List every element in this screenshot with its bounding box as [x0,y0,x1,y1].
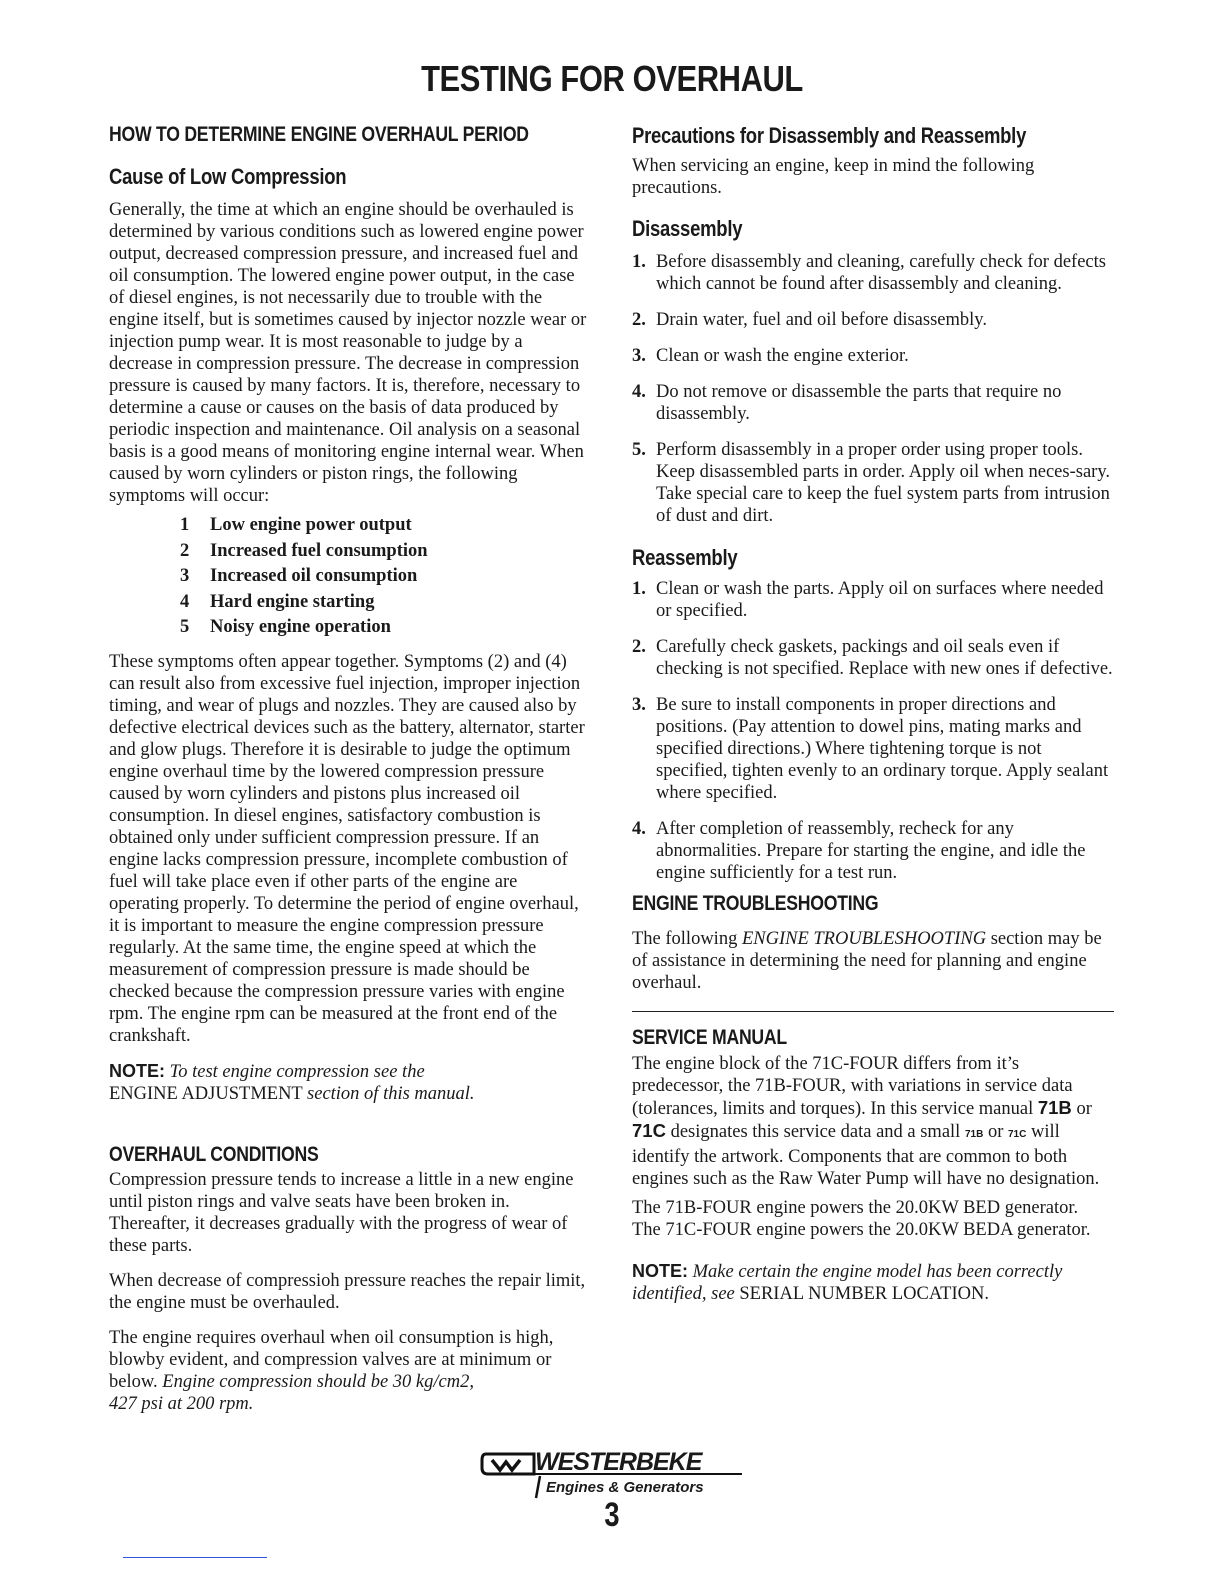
overhaul-conditions-heading: OVERHAUL CONDITIONS [109,1142,319,1166]
reassembly-list [632,578,1114,884]
list-item: 2. Drain water, fuel and oil before disassembly. [632,310,987,330]
intro-paragraph: Generally, the time at which an engine should be overhauled is determined by various conditions such as lowered engine power output, decreased compression pressure, and increased fuel and oil consumption. The lowered engine power output, in the case of diesel engines, is not necessarily due to trouble with the engine itself, but is sometimes caused by injector nozzle wear or injection pump wear. It is most reasonable to judge by a decrease in compression pressure. The decrease in compression pressure is caused by many factors. It is, therefore, necessary to determine a cause or causes on the basis of data produced by periodic inspection and maintenance. Oil analysis on a seasonal basis is a good means of monitoring engine internal wear. When caused by worn cylinders or piston rings, the following symptoms will occur: [109,200,587,506]
list-item: 3 Increased oil consumption [180,566,418,586]
page-number: 3 [604,1496,620,1534]
precautions-heading: Precautions for Disassembly and Reassembly [632,123,1027,148]
troubleshooting-paragraph: The following ENGINE TROUBLESHOOTING section may be of assistance in determining the need for planning and engine overhaul. [632,929,1102,993]
disassembly-list [632,251,1114,527]
page-title: TESTING FOR OVERHAUL [421,58,803,99]
list-item: 5 Noisy engine operation [180,617,391,637]
list-item: 4. After completion of reassembly, recheck for any abnormalities. Prepare for starting the engine, and idle the engine sufficiently for a test run. [632,819,1086,883]
list-item: 3. Clean or wash the engine exterior. [632,346,909,366]
scan-artifact-line [123,1557,267,1558]
brand-tagline: Engines & Generators [546,1479,704,1496]
troubleshooting-heading: ENGINE TROUBLESHOOTING [632,892,879,915]
service-manual-heading: SERVICE MANUAL [632,1026,787,1049]
note-label: NOTE: [109,1060,165,1081]
reassembly-heading: Reassembly [632,545,738,570]
list-item: 4 Hard engine starting [180,591,375,612]
low-compression-heading: Cause of Low Compression [109,164,347,189]
generator-paragraph: The 71B-FOUR engine powers the 20.0KW BED generator. The 71C-FOUR engine powers the 20.0KW BEDA generator. [632,1198,1091,1240]
model-note: NOTE: Make certain the engine model has been correctly identified, see SERIAL NUMBER LOCATION. [632,1261,1063,1304]
overhaul-conditions-p1: Compression pressure tends to increase a little in a new engine until piston rings and valve seats have been broken in. Thereafter, it decreases gradually with the progress of wear of these parts. [109,1169,574,1256]
symptoms-paragraph: These symptoms often appear together. Symptoms (2) and (4) can result also from excessive fuel injection, improper injection timing, and wear of plugs and nozzles. They are caused also by defective electrical devices such as the battery, alternator, starter and glow plugs. Therefore it is desirable to judge the optimum engine overhaul time by the lowered compression pressure caused by worn cylinders and pistons plus increased oil consumption. In diesel engines, satisfactory combustion is obtained only under sufficient compression pressure. If an engine lacks compression pressure, incomplete combustion of fuel will take place even if other parts of the engine are operating properly. To determine the period of engine overhaul, it is important to measure the engine compression pressure regularly. At the same time, the engine speed at which the measurement of compression pressure is made should be checked because the compression pressure varies with engine rpm. The engine rpm can be measured at the front end of the crankshaft. [109,651,585,1046]
left-column [109,120,589,1415]
list-item: 4. Do not remove or disassemble the parts that require no disassembly. [632,382,1062,424]
list-item: 1 Low engine power output [180,515,412,535]
list-item: 2 Increased fuel consumption [180,540,428,561]
list-item: 1. Before disassembly and cleaning, carefully check for defects which cannot be found after disassembly and cleaning. [632,252,1106,294]
precautions-intro: When servicing an engine, keep in mind the following precautions. [632,156,1035,198]
note-label: NOTE: [632,1261,688,1281]
list-item: 1. Clean or wash the parts. Apply oil on surfaces where needed or specified. [632,579,1104,621]
westerbeke-logo [480,1448,744,1502]
compression-note: NOTE: To test engine compression see the ENGINE ADJUSTMENT section of this manual. [109,1060,475,1104]
list-item: 2. Carefully check gaskets, packings and oil seals even if checking is not specified. Replace with new ones if defective. [632,637,1113,679]
list-item: 3. Be sure to install components in proper directions and positions. (Pay attention to dowel pins, mating marks and specified directions.) Where tightening torque is not specified, tighten evenly to an ordinary torque. Apply sealant where specified. [632,695,1109,803]
brand-name: WESTERBEKE [535,1448,702,1476]
section-divider [632,1011,1114,1012]
list-item: 5. Perform disassembly in a proper order using proper tools. Keep disassembled parts in order. Apply oil when neces-sary. Take special care to keep the fuel system parts from intrusion of dust and dirt. [632,440,1110,526]
right-column [632,120,1114,1305]
symptom-list [180,513,589,641]
overhaul-conditions-p3: The engine requires overhaul when oil consumption is high, blowby evident, and compression valves are at minimum or below. Engine compression should be 30 kg/cm2, 427 psi at 200 rpm. [109,1327,554,1414]
disassembly-heading: Disassembly [632,216,743,241]
overhaul-conditions-p2: When decrease of compressioh pressure reaches the repair limit, the engine must be overhauled. [109,1270,586,1313]
overhaul-period-heading: HOW TO DETERMINE ENGINE OVERHAUL PERIOD [109,123,529,146]
service-manual-paragraph: The engine block of the 71C-FOUR differs from it’s predecessor, the 71B-FOUR, with variations in service data (tolerances, limits and torques). In this service manual 71B or 71C designates this service data and a small 71B or 71C will identify the artwork. Components that are common to both engines such as the Raw Water Pump will have no designation. [632,1054,1100,1189]
